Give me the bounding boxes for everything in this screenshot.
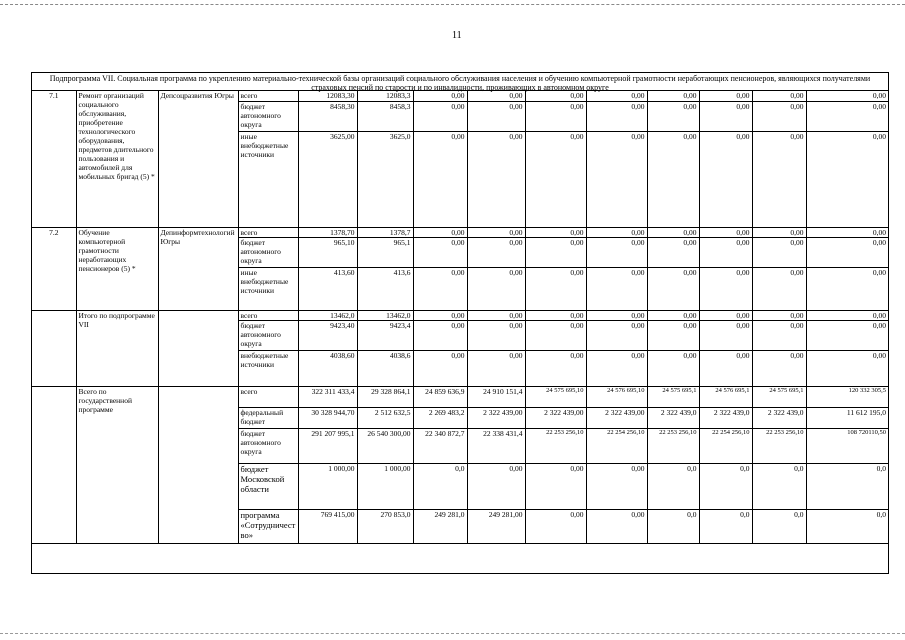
amount-cell: 0,00 xyxy=(467,91,525,101)
budget-table xyxy=(32,91,888,544)
amount-cell: 0,00 xyxy=(525,91,586,101)
amount-cell: 8458,3 xyxy=(357,101,413,131)
row-number-cell: 7.2 xyxy=(32,227,76,310)
amount-cell: 0,00 xyxy=(467,267,525,310)
amount-cell: 0,00 xyxy=(586,350,647,386)
amount-cell: 0,00 xyxy=(752,350,806,386)
funding-source-cell: внебюджетные источники xyxy=(238,350,298,386)
amount-cell: 0,00 xyxy=(586,320,647,350)
amount-cell: 24 575 695,1 xyxy=(647,386,699,407)
amount-cell: 3625,0 xyxy=(357,131,413,227)
amount-cell: 0,00 xyxy=(647,91,699,101)
amount-cell: 22 338 431,4 xyxy=(467,428,525,463)
amount-cell: 29 328 864,1 xyxy=(357,386,413,407)
amount-cell: 0,00 xyxy=(647,320,699,350)
amount-cell: 24 575 695,1 xyxy=(752,386,806,407)
amount-cell: 0,00 xyxy=(413,237,467,267)
amount-cell: 0,00 xyxy=(752,91,806,101)
measure-name-cell: Всего по государственной программе xyxy=(76,386,158,543)
amount-cell: 0,00 xyxy=(806,267,888,310)
amount-cell: 2 322 439,0 xyxy=(699,407,752,428)
page-number: 11 xyxy=(452,30,462,41)
amount-cell: 2 269 483,2 xyxy=(413,407,467,428)
funding-source-cell: всего xyxy=(238,91,298,101)
amount-cell: 0,00 xyxy=(647,237,699,267)
amount-cell: 0,00 xyxy=(525,267,586,310)
table-row xyxy=(32,91,888,101)
amount-cell: 0,00 xyxy=(525,131,586,227)
amount-cell: 0,0 xyxy=(413,463,467,509)
amount-cell: 0,00 xyxy=(699,267,752,310)
amount-cell: 0,00 xyxy=(413,131,467,227)
amount-cell: 2 512 632,5 xyxy=(357,407,413,428)
amount-cell: 1378,70 xyxy=(298,227,357,237)
funding-source-cell: бюджет автономного округа xyxy=(238,320,298,350)
amount-cell: 0,00 xyxy=(647,267,699,310)
amount-cell: 0,00 xyxy=(413,101,467,131)
executor-cell: Депинформтехнологий Югры xyxy=(158,227,238,310)
amount-cell: 0,00 xyxy=(586,267,647,310)
amount-cell: 0,00 xyxy=(586,91,647,101)
amount-cell: 0,00 xyxy=(647,350,699,386)
amount-cell: 0,00 xyxy=(806,320,888,350)
amount-cell: 0,00 xyxy=(467,310,525,320)
amount-cell: 0,00 xyxy=(647,227,699,237)
executor-cell xyxy=(158,310,238,386)
amount-cell: 0,00 xyxy=(525,101,586,131)
funding-source-cell: иные внебюджетные источники xyxy=(238,267,298,310)
amount-cell: 0,00 xyxy=(806,131,888,227)
amount-cell: 0,0 xyxy=(806,463,888,509)
amount-cell: 0,00 xyxy=(752,320,806,350)
amount-cell: 1 000,00 xyxy=(298,463,357,509)
amount-cell: 2 322 439,00 xyxy=(467,407,525,428)
amount-cell: 0,00 xyxy=(647,310,699,320)
amount-cell: 0,00 xyxy=(699,237,752,267)
amount-cell: 0,00 xyxy=(647,131,699,227)
amount-cell: 1378,7 xyxy=(357,227,413,237)
amount-cell: 0,00 xyxy=(413,320,467,350)
amount-cell: 22 340 872,7 xyxy=(413,428,467,463)
table-row xyxy=(32,310,888,320)
amount-cell: 24 910 151,4 xyxy=(467,386,525,407)
amount-cell: 0,00 xyxy=(467,320,525,350)
amount-cell: 4038,6 xyxy=(357,350,413,386)
amount-cell: 22 253 256,10 xyxy=(752,428,806,463)
row-number-cell xyxy=(32,386,76,543)
executor-cell: Депсоцразвития Югры xyxy=(158,91,238,227)
amount-cell: 0,00 xyxy=(752,131,806,227)
amount-cell: 0,00 xyxy=(586,509,647,543)
amount-cell: 120 332 305,5 xyxy=(806,386,888,407)
funding-source-cell: всего xyxy=(238,386,298,407)
table-row xyxy=(32,386,888,407)
amount-cell: 22 254 256,10 xyxy=(586,428,647,463)
amount-cell: 270 853,0 xyxy=(357,509,413,543)
amount-cell: 24 576 695,10 xyxy=(586,386,647,407)
amount-cell: 0,00 xyxy=(525,227,586,237)
amount-cell: 0,00 xyxy=(467,237,525,267)
amount-cell: 24 575 695,10 xyxy=(525,386,586,407)
funding-source-cell: бюджет Московской области xyxy=(238,463,298,509)
amount-cell: 0,00 xyxy=(586,310,647,320)
amount-cell: 8458,30 xyxy=(298,101,357,131)
amount-cell: 0,0 xyxy=(806,509,888,543)
amount-cell: 291 207 995,1 xyxy=(298,428,357,463)
amount-cell: 0,00 xyxy=(699,350,752,386)
amount-cell: 0,00 xyxy=(586,227,647,237)
amount-cell: 0,00 xyxy=(586,131,647,227)
amount-cell: 0,00 xyxy=(525,310,586,320)
amount-cell: 249 281,00 xyxy=(467,509,525,543)
amount-cell: 769 415,00 xyxy=(298,509,357,543)
funding-source-cell: иные внебюджетные источники xyxy=(238,131,298,227)
scan-edge-top xyxy=(0,4,905,5)
amount-cell: 11 612 195,0 xyxy=(806,407,888,428)
amount-cell: 0,0 xyxy=(647,463,699,509)
amount-cell: 0,00 xyxy=(752,227,806,237)
amount-cell: 0,00 xyxy=(467,101,525,131)
table-row xyxy=(32,227,888,237)
amount-cell: 1 000,00 xyxy=(357,463,413,509)
funding-source-cell: федеральный бюджет xyxy=(238,407,298,428)
amount-cell: 22 253 256,10 xyxy=(647,428,699,463)
amount-cell: 24 859 636,9 xyxy=(413,386,467,407)
amount-cell: 0,00 xyxy=(647,101,699,131)
amount-cell: 13462,0 xyxy=(298,310,357,320)
amount-cell: 22 253 256,10 xyxy=(525,428,586,463)
amount-cell: 0,0 xyxy=(699,509,752,543)
amount-cell: 2 322 439,0 xyxy=(647,407,699,428)
amount-cell: 0,00 xyxy=(586,463,647,509)
amount-cell: 0,00 xyxy=(806,310,888,320)
funding-source-cell: бюджет автономного округа xyxy=(238,101,298,131)
amount-cell: 2 322 439,00 xyxy=(525,407,586,428)
funding-source-cell: всего xyxy=(238,227,298,237)
amount-cell: 0,00 xyxy=(413,350,467,386)
amount-cell: 0,00 xyxy=(413,310,467,320)
amount-cell: 0,00 xyxy=(806,350,888,386)
amount-cell: 0,00 xyxy=(413,91,467,101)
amount-cell: 0,00 xyxy=(699,131,752,227)
amount-cell: 24 576 695,1 xyxy=(699,386,752,407)
amount-cell: 965,1 xyxy=(357,237,413,267)
amount-cell: 9423,40 xyxy=(298,320,357,350)
amount-cell: 4038,60 xyxy=(298,350,357,386)
amount-cell: 0,00 xyxy=(806,237,888,267)
amount-cell: 0,00 xyxy=(806,101,888,131)
amount-cell: 0,00 xyxy=(413,267,467,310)
amount-cell: 0,00 xyxy=(752,310,806,320)
amount-cell: 0,0 xyxy=(647,509,699,543)
amount-cell: 0,00 xyxy=(699,310,752,320)
amount-cell: 13462,0 xyxy=(357,310,413,320)
funding-source-cell: программа «Сотрудничество» xyxy=(238,509,298,543)
amount-cell: 30 328 944,70 xyxy=(298,407,357,428)
amount-cell: 249 281,0 xyxy=(413,509,467,543)
funding-source-cell: всего xyxy=(238,310,298,320)
amount-cell: 0,00 xyxy=(525,320,586,350)
amount-cell: 26 540 300,00 xyxy=(357,428,413,463)
executor-cell xyxy=(158,386,238,543)
amount-cell: 413,6 xyxy=(357,267,413,310)
row-number-cell: 7.1 xyxy=(32,91,76,227)
measure-name-cell: Итого по подпрограмме VII xyxy=(76,310,158,386)
amount-cell: 0,00 xyxy=(699,320,752,350)
amount-cell: 413,60 xyxy=(298,267,357,310)
amount-cell: 0,00 xyxy=(525,237,586,267)
amount-cell: 22 254 256,10 xyxy=(699,428,752,463)
budget-table-frame xyxy=(31,72,889,574)
amount-cell: 0,00 xyxy=(699,101,752,131)
amount-cell: 0,00 xyxy=(467,463,525,509)
amount-cell: 0,00 xyxy=(467,227,525,237)
amount-cell: 0,00 xyxy=(525,509,586,543)
measure-name-cell: Обучение компьютерной грамотности неработающих пенсионеров (5) * xyxy=(76,227,158,310)
amount-cell: 965,10 xyxy=(298,237,357,267)
scan-edge-bottom xyxy=(0,633,905,634)
amount-cell: 0,0 xyxy=(699,463,752,509)
amount-cell: 3625,00 xyxy=(298,131,357,227)
funding-source-cell: бюджет автономного округа xyxy=(238,237,298,267)
amount-cell: 9423,4 xyxy=(357,320,413,350)
amount-cell: 0,00 xyxy=(586,101,647,131)
amount-cell: 12083,3 xyxy=(357,91,413,101)
funding-source-cell: бюджет автономного округа xyxy=(238,428,298,463)
amount-cell: 0,00 xyxy=(525,350,586,386)
amount-cell: 0,00 xyxy=(806,91,888,101)
amount-cell: 0,0 xyxy=(752,463,806,509)
amount-cell: 0,00 xyxy=(467,131,525,227)
amount-cell: 0,00 xyxy=(752,267,806,310)
amount-cell: 0,00 xyxy=(699,91,752,101)
measure-name-cell: Ремонт организаций социального обслуживания, приобретение технологического оборудования, предметов длительного пользования и автомобилей для мобильных бригад (5) * xyxy=(76,91,158,227)
amount-cell: 0,00 xyxy=(699,227,752,237)
amount-cell: 0,00 xyxy=(413,227,467,237)
amount-cell: 12083,30 xyxy=(298,91,357,101)
amount-cell: 322 311 433,4 xyxy=(298,386,357,407)
amount-cell: 0,00 xyxy=(525,463,586,509)
amount-cell: 0,00 xyxy=(586,237,647,267)
amount-cell: 0,00 xyxy=(752,237,806,267)
amount-cell: 2 322 439,0 xyxy=(752,407,806,428)
amount-cell: 0,0 xyxy=(752,509,806,543)
subprogram-title: Подпрограмма VII. Социальная программа по укреплению материально-технической базы организаций социального обслуживания населения и обучению компьютерной грамотности неработающих пенсионеров, являющихся получателями страховых пенсий по старости и по инвалидности, проживающих в автономном округе xyxy=(32,73,888,91)
amount-cell: 108 720110,50 xyxy=(806,428,888,463)
amount-cell: 2 322 439,00 xyxy=(586,407,647,428)
row-number-cell xyxy=(32,310,76,386)
amount-cell: 0,00 xyxy=(806,227,888,237)
amount-cell: 0,00 xyxy=(467,350,525,386)
amount-cell: 0,00 xyxy=(752,101,806,131)
